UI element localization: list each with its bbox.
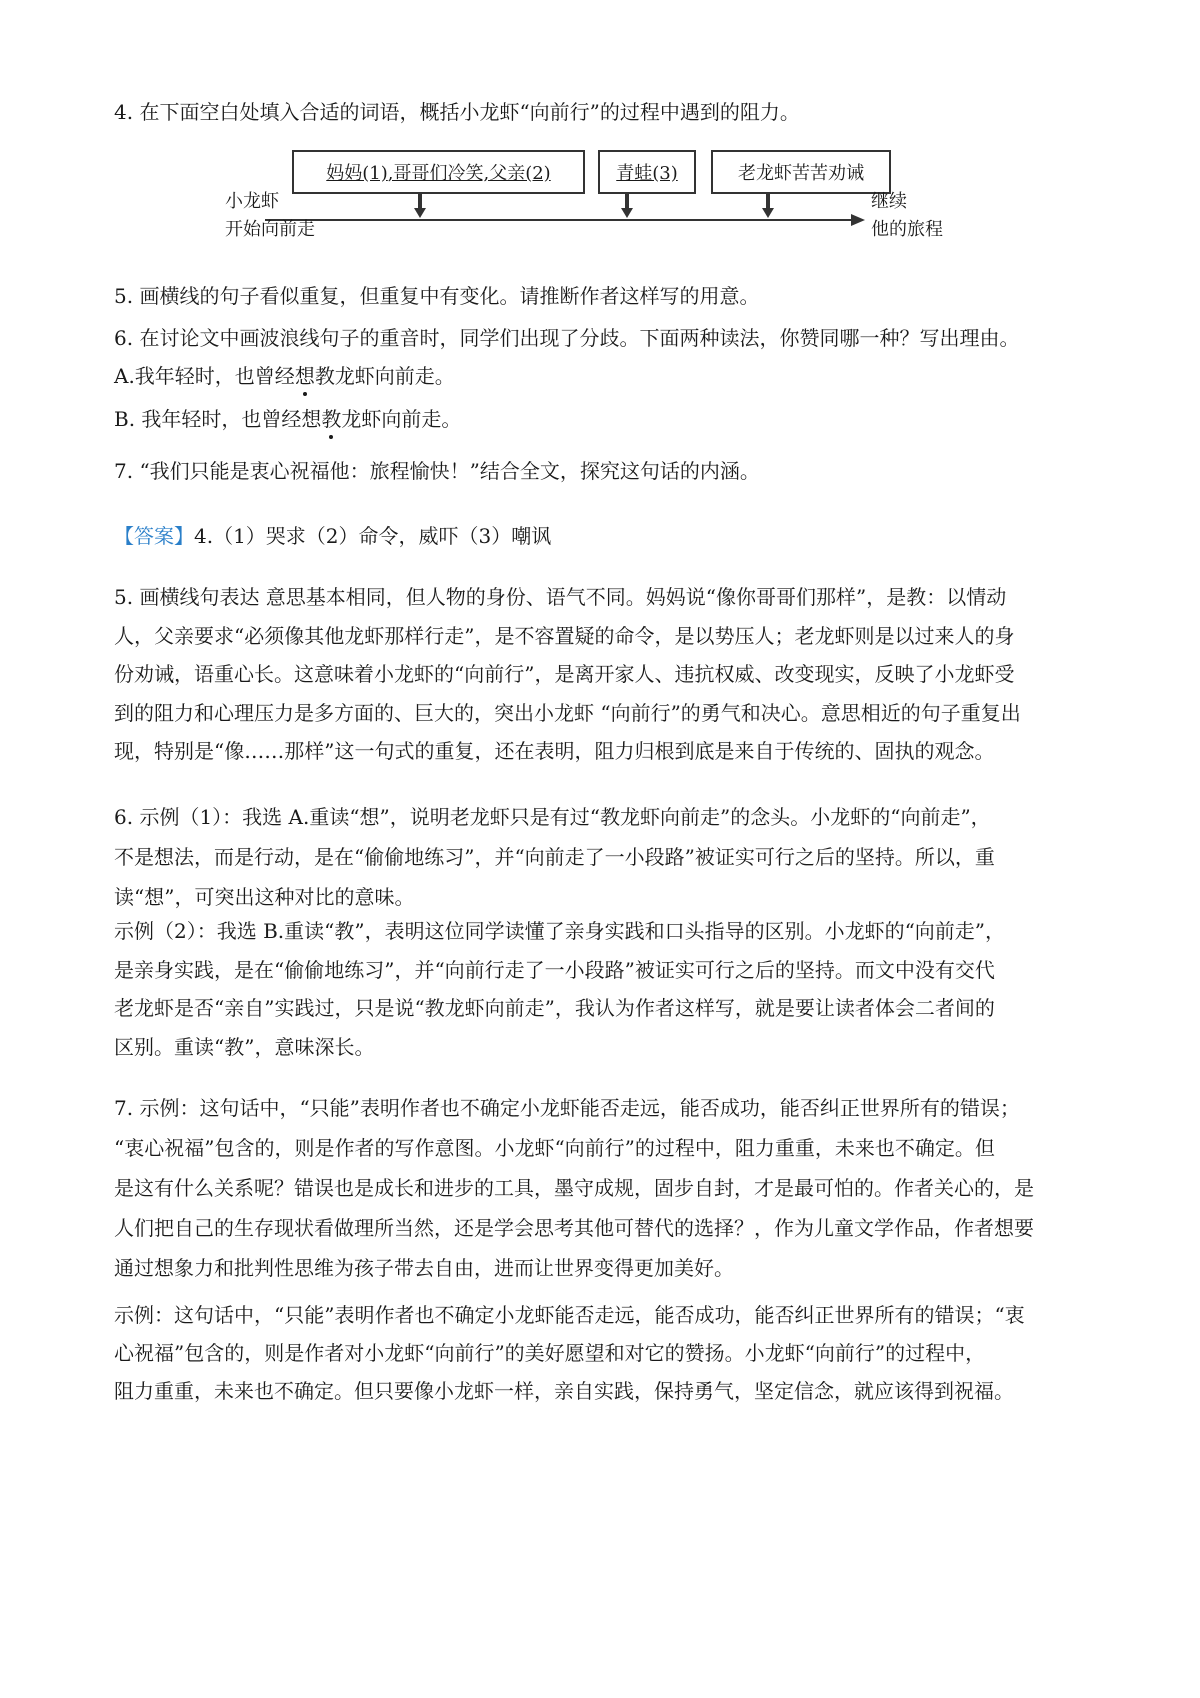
- answer-6-line: 是亲身实践，是在“偷偷地练习”，并“向前行走了一小段路”被证实可行之后的坚持。而文中没有交代: [114, 957, 995, 982]
- answer-4-text: 4.（1）哭求（2）命令，威吓（3）嘲讽: [194, 524, 552, 548]
- down-arrow-3-head: [762, 208, 774, 218]
- box1-part-b: ,哥哥们冷笑,父亲(2): [387, 163, 551, 184]
- answer-6-line: 示例（2）：我选 B.重读“教”，表明这位同学读懂了亲身实践和口头指导的区别。小龙虾的“向前走”，: [114, 919, 1006, 943]
- obstacle-diagram: [225, 150, 1000, 255]
- answer-5-line: 现，特别是“像……那样”这一句式的重复，还在表明，阻力归根到底是来自于传统的、固执的观念。: [114, 739, 995, 763]
- option-b-pre: B. 我年轻时，也曾经想: [114, 407, 322, 431]
- answer-7-line: 7. 示例：这句话中，“只能”表明作者也不确定小龙虾能否走远，能否成功，能否纠正世界所有的错误；: [114, 1096, 1020, 1120]
- answer-7-line: “衷心祝福”包含的，则是作者的写作意图。小龙虾“向前行”的过程中，阻力重重，未来也不确定。但: [114, 1136, 995, 1160]
- option-b-stressed: 教: [321, 407, 342, 431]
- question-5: 5. 画横线的句子看似重复，但重复中有变化。请推断作者这样写的用意。: [114, 284, 760, 308]
- question-6-option-a: [114, 362, 455, 390]
- timeline-arrowhead: [851, 214, 865, 226]
- answer-5-line: 5. 画横线句表达 意思基本相同，但人物的身份、语气不同。妈妈说“像你哥哥们那样”，是教：以情动: [114, 585, 1007, 609]
- question-4: 4. 在下面空白处填入合适的词语，概括小龙虾“向前行”的过程中遇到的阻力。: [114, 100, 800, 124]
- question-6: 6. 在讨论文中画波浪线句子的重音时，同学们出现了分歧。下面两种读法，你赞同哪一种？写出理由。: [114, 326, 1020, 350]
- option-a-stressed: 想: [294, 364, 315, 388]
- answer-5-line: 份劝诫，语重心长。这意味着小龙虾的“向前行”，是离开家人、违抗权威、改变现实，反映了小龙虾受: [114, 662, 1015, 686]
- option-b-post: 龙虾向前走。: [341, 407, 462, 431]
- end-label-1: 继续: [871, 191, 907, 212]
- option-a-pre: A.我年轻时，也曾经: [114, 364, 295, 388]
- box3-text: 老龙虾苦苦劝诫: [738, 163, 864, 184]
- answer-7-line: 是这有什么关系呢？错误也是成长和进步的工具，墨守成规，固步自封，才是最可怕的。作者关心的，是: [114, 1176, 1034, 1200]
- answer-7-line: 阻力重重，未来也不确定。但只要像小龙虾一样，亲自实践，保持勇气，坚定信念，就应该得到祝福。: [114, 1379, 1014, 1403]
- answer-7-line: 通过想象力和批判性思维为孩子带去自由，进而让世界变得更加美好。: [114, 1256, 734, 1280]
- answer-6-line: 区别。重读“教”，意味深长。: [114, 1034, 375, 1059]
- question-6-option-b: [114, 405, 461, 433]
- option-a-post: 教龙虾向前走。: [314, 364, 455, 388]
- box1-part-a: 妈妈(1): [326, 163, 388, 184]
- answer-5-line: 人，父亲要求“必须像其他龙虾那样行走”，是不容置疑的命令，是以势压人；老龙虾则是以过来人的身: [114, 623, 1015, 648]
- down-arrow-1-head: [414, 208, 426, 218]
- answer-tag: 【答案】: [114, 524, 194, 548]
- answer-5-line: 到的阻力和心理压力是多方面的、巨大的，突出小龙虾 “向前行”的勇气和决心。意思相近的句子重复出: [114, 700, 1021, 725]
- answer-7-line: 人们把自己的生存现状看做理所当然，还是学会思考其他可替代的选择？，作为儿童文学作品，作者想要: [114, 1216, 1034, 1240]
- start-label-2: 开始向前走: [225, 219, 315, 240]
- answer-7-example-2: [114, 1296, 1094, 1410]
- answer-5: [114, 578, 1094, 771]
- answer-7-example-1: [114, 1088, 1094, 1288]
- answer-6-line: 6. 示例（1）：我选 A.重读“想”，说明老龙虾只是有过“教龙虾向前走”的念头。小龙虾的“向前走”，: [114, 805, 991, 829]
- end-label-2: 他的旅程: [871, 219, 943, 240]
- answer-7-line: 心祝福”包含的，则是作者对小龙虾“向前行”的美好愿望和对它的赞扬。小龙虾“向前行”的过程中，: [114, 1341, 986, 1365]
- answer-6-example-2: [114, 912, 1094, 1066]
- question-7: 7. “我们只能是衷心祝福他：旅程愉快！”结合全文，探究这句话的内涵。: [114, 459, 760, 483]
- answer-6-line: 老龙虾是否“亲自”实践过，只是说“教龙虾向前走”，我认为作者这样写，就是要让读者体会二者间的: [114, 996, 995, 1020]
- answer-7-line: 示例：这句话中，“只能”表明作者也不确定小龙虾能否走远，能否成功，能否纠正世界所有的错误；“衷: [114, 1303, 1025, 1327]
- answer-6-example-1: [114, 797, 1094, 917]
- start-label-1: 小龙虾: [225, 191, 279, 212]
- down-arrow-2-head: [621, 208, 633, 218]
- box2-text: 青蛙(3): [616, 163, 678, 184]
- answer-6-line: 不是想法，而是行动，是在“偷偷地练习”，并“向前走了一小段路”被证实可行之后的坚持。所以，重: [114, 845, 995, 869]
- answer-6-line: 读“想”，可突出这种对比的意味。: [114, 885, 415, 909]
- answer-4: [114, 522, 551, 550]
